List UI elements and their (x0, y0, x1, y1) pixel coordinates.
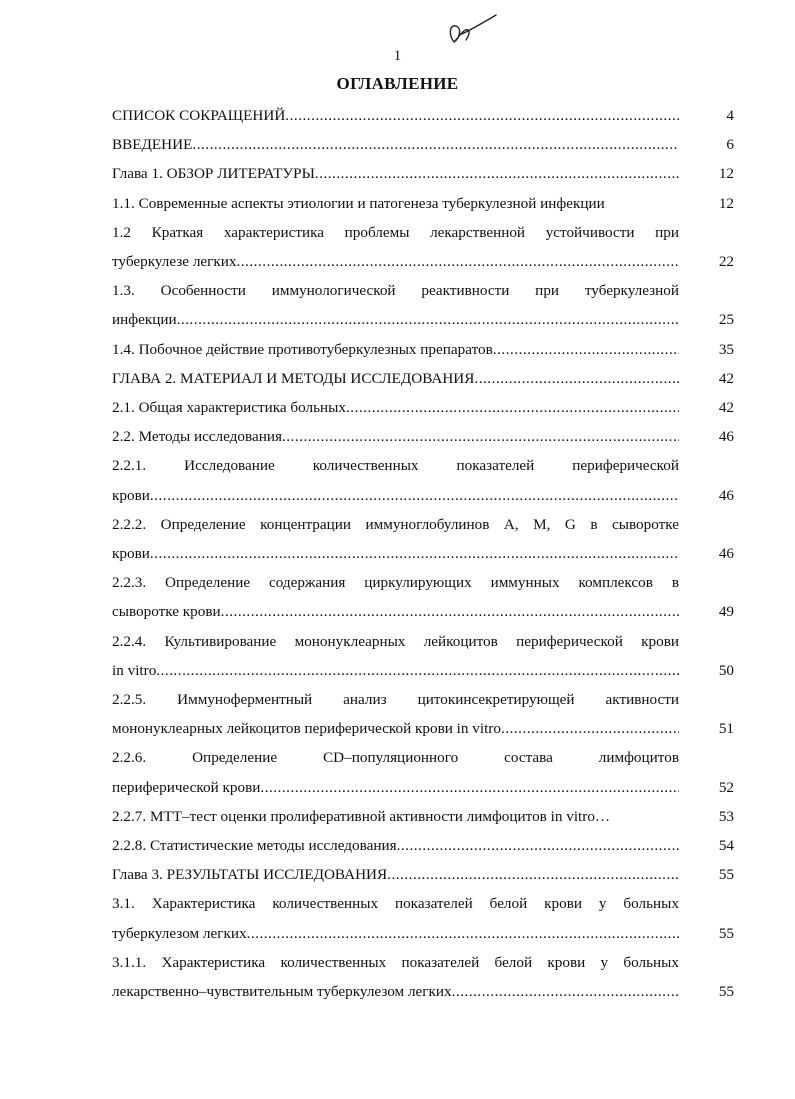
dot-leader (501, 714, 679, 744)
toc-page-number: 46 (718, 544, 734, 562)
toc-page-number: 52 (718, 778, 734, 796)
toc-entry-text: периферической крови (112, 778, 261, 796)
toc-page-number: 6 (726, 136, 734, 154)
toc-entry-text: 1.3. Особенности иммунологической реактивности при туберкулезной (112, 282, 679, 300)
toc-entry-text: Глава 1. ОБЗОР ЛИТЕРАТУРЫ (112, 165, 315, 183)
toc-entry-text: мононуклеарных лейкоцитов периферической крови in vitro (112, 720, 501, 738)
toc-entry-text: 3.1. Характеристика количественных показателей белой крови у больных (112, 895, 679, 913)
toc-entry-text: 2.2.7. МТТ–тест оценки пролиферативной активности лимфоцитов in vitro… (112, 807, 611, 825)
toc-entry-text: 1.1. Современные аспекты этиологии и патогенеза туберкулезной инфекции (112, 194, 605, 212)
toc-entry-text: туберкулезе легких (112, 252, 237, 270)
dot-leader (493, 335, 679, 365)
toc-entry-text: Глава 3. РЕЗУЛЬТАТЫ ИССЛЕДОВАНИЯ (112, 866, 388, 884)
toc-page-number: 35 (718, 340, 734, 358)
toc-page-number: 55 (718, 924, 734, 942)
toc-entry-text: ГЛАВА 2. МАТЕРИАЛ И МЕТОДЫ ИССЛЕДОВАНИЯ (112, 369, 475, 387)
page-number: 1 (393, 48, 402, 64)
dot-leader (156, 656, 679, 686)
toc-entry-text: лекарственно–чувствительным туберкулезом легких (112, 982, 452, 1000)
dot-leader (236, 247, 679, 277)
dot-leader (221, 597, 679, 627)
toc-page-number: 12 (718, 194, 734, 212)
toc-page-number: 42 (718, 399, 734, 416)
dot-leader (346, 393, 679, 423)
toc-entry-text: ВВЕДЕНИЕ (112, 136, 193, 154)
dot-leader (397, 831, 679, 861)
toc-page-number: 50 (718, 661, 734, 679)
toc-page-number: 12 (718, 165, 734, 183)
toc-page-number: 25 (718, 311, 734, 329)
dot-leader (452, 977, 679, 1007)
toc-entry-text: крови (112, 486, 150, 504)
dot-leader (177, 305, 679, 335)
toc-page-number: 51 (718, 720, 734, 738)
dot-leader (150, 481, 679, 511)
toc-entry-text: in vitro (112, 661, 157, 679)
toc-page-number: 54 (718, 837, 734, 854)
toc-page-number: 53 (718, 807, 734, 825)
dot-leader (282, 422, 679, 452)
toc-title: ОГЛАВЛЕНИЕ (336, 74, 459, 93)
dot-leader (247, 919, 679, 949)
toc-entry-text: 2.1. Общая характеристика больных (112, 399, 346, 416)
toc-entry-text: крови (112, 544, 150, 562)
toc-entry-text: 2.2.2. Определение концентрации иммуноглобулинов A, M, G в сыворотке (112, 515, 679, 533)
dot-leader (192, 130, 679, 160)
dot-leader (260, 773, 679, 803)
dot-leader (150, 539, 679, 569)
toc-page-number: 49 (718, 603, 734, 621)
dot-leader (605, 189, 679, 219)
dot-leader (315, 159, 679, 189)
dot-leader (474, 364, 679, 394)
toc-page-number: 4 (726, 107, 734, 124)
toc-entry-text: 2.2.4. Культивирование мононуклеарных лейкоцитов периферической крови (112, 632, 679, 650)
toc-page-number: 46 (718, 428, 734, 446)
toc-entry-text: 2.2.3. Определение содержания циркулирующих иммунных комплексов в (112, 574, 679, 592)
toc-entry-text: 1.4. Побочное действие противотуберкулезных препаратов (112, 340, 493, 358)
toc-entry-text: 2.2.1. Исследование количественных показателей периферической (112, 457, 679, 475)
toc-page-number: 55 (718, 866, 734, 884)
toc-entry-text: 2.2.5. Иммуноферментный анализ цитокинсекретирующей активности (112, 691, 679, 708)
toc-page-number: 46 (718, 486, 734, 504)
toc-entry-text: туберкулезом легких (112, 924, 247, 942)
toc-page-number: 55 (718, 982, 734, 1000)
toc-entry-text: инфекции (112, 311, 177, 329)
toc-entry-text: 3.1.1. Характеристика количественных показателей белой крови у больных (112, 953, 679, 971)
toc-entry-text: 1.2 Краткая характеристика проблемы лекарственной устойчивости при (112, 223, 679, 241)
toc-page-number: 22 (718, 252, 734, 270)
dot-leader (387, 860, 679, 890)
dot-leader (610, 802, 679, 832)
dot-leader (285, 101, 679, 131)
toc-entry-text: 2.2.8. Статистические методы исследования (112, 837, 397, 854)
toc-entry-text: СПИСОК СОКРАЩЕНИЙ (112, 107, 286, 124)
toc-entry-text: 2.2. Методы исследования (112, 428, 282, 446)
toc-page-number: 42 (718, 369, 734, 387)
handwritten-signature (440, 12, 500, 52)
toc-entry-text: сыворотке крови (112, 603, 221, 621)
toc-entry-text: 2.2.6. Определение CD–популяционного состава лимфоцитов (112, 749, 679, 767)
